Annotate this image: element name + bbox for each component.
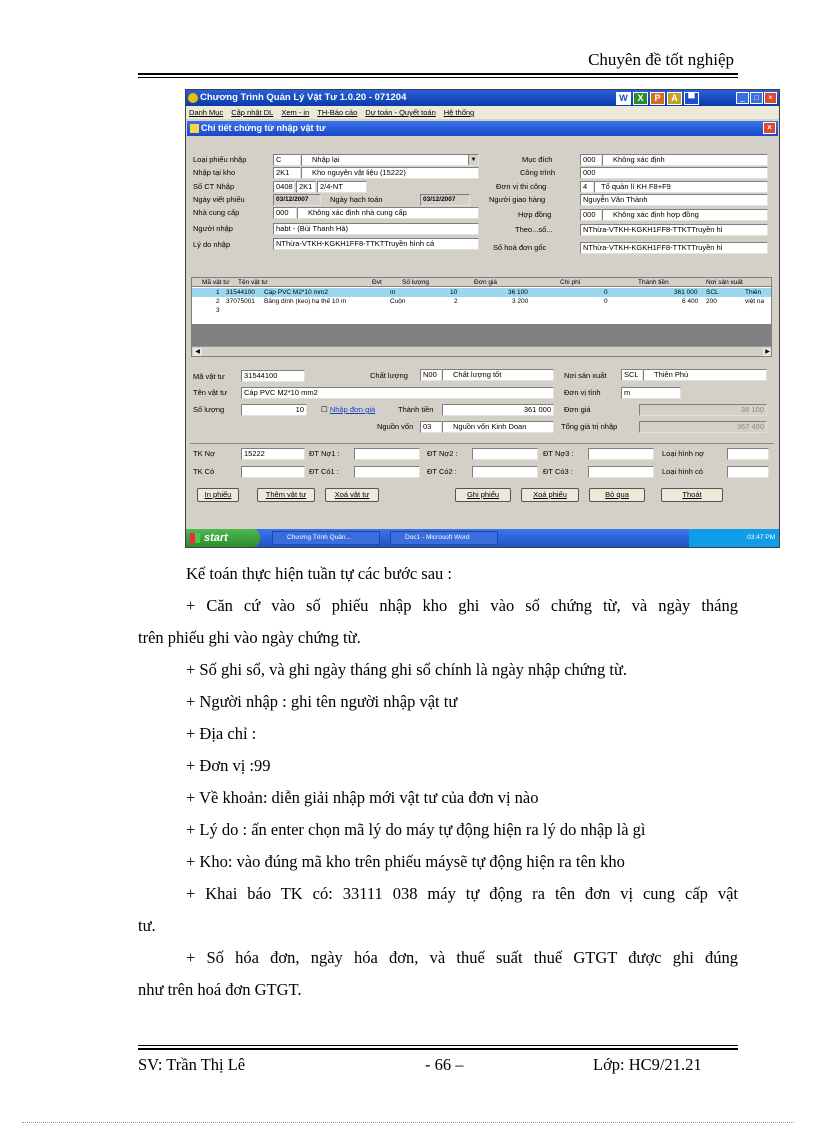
label-tk-no: TK Nợ <box>193 449 216 458</box>
paragraph-line: + Đơn vị :99 <box>186 756 271 775</box>
paragraph-line: + Kho: vào đúng mã kho trên phiếu máysẽ tự động hiện ra tên kho <box>186 852 625 871</box>
thoat-button[interactable] <box>661 488 723 502</box>
app-title: Chương Trình Quản Lý Vật Tư 1.0.20 - 071204 <box>200 92 407 103</box>
label-dt-co3: ĐT Có3 : <box>543 467 573 476</box>
muc-dich-code[interactable]: 000 <box>580 154 602 166</box>
footer-student: SV: Trần Thị Lê <box>138 1055 246 1074</box>
paragraph-intro: Kế toán thực hiện tuần tự các bước sau : <box>186 564 453 583</box>
label-so-hoa-don-goc: Số hoá đơn gốc <box>493 243 547 252</box>
cell-sl: 2 <box>454 298 458 305</box>
grid-empty-area <box>192 324 772 346</box>
nguon-von-name[interactable]: Nguồn vốn Kinh Doan <box>442 421 554 433</box>
desktop-icon[interactable]: ▀ <box>684 92 699 105</box>
dialog-title-bar <box>187 121 778 136</box>
col-so-luong[interactable]: Số lượng <box>402 279 430 286</box>
them-vat-tu-button[interactable] <box>257 488 315 502</box>
loai-hinh-co-field[interactable] <box>727 466 769 478</box>
nguoi-giao-hang-field[interactable]: Nguyễn Văn Thành <box>580 194 768 206</box>
table-row[interactable] <box>192 288 772 297</box>
hop-dong-name[interactable]: Không xác định hợp đồng <box>602 209 768 221</box>
footer-class: Lớp: HC9/21.21 <box>593 1055 702 1074</box>
so-ct-kho[interactable]: 2K1 <box>296 181 316 193</box>
chevron-down-icon[interactable]: ▼ <box>468 155 478 165</box>
cell-cp: 0 <box>604 289 608 296</box>
so-ct-number[interactable]: 2/4-NT <box>317 181 367 193</box>
page-header <box>138 50 738 72</box>
col-don-gia[interactable]: Đơn giá <box>474 279 498 286</box>
footer-rule-thick <box>138 1048 738 1050</box>
table-row[interactable] <box>192 297 772 306</box>
cell-dg: 3 200 <box>512 298 529 305</box>
dt-no2-field[interactable] <box>472 448 538 460</box>
paragraph-line: + Số hóa đơn, ngày hóa đơn, và thuế suất thuế GTGT được ghi đúng <box>186 948 738 967</box>
paragraph-line: trên phiếu ghi vào ngày chứng từ. <box>138 628 361 647</box>
menu-du-toan[interactable]: Dự toán - Quyết toán <box>365 108 436 117</box>
chat-luong-name[interactable]: Chất lượng tốt <box>442 369 554 381</box>
app-menu-bar <box>186 106 780 119</box>
dt-no1-field[interactable] <box>354 448 420 460</box>
label-chat-luong: Chất lượng <box>370 371 408 380</box>
ngay-hach-toan-field[interactable]: 03/12/2007 <box>420 194 470 206</box>
cell-nsx: SCL <box>706 289 719 296</box>
label-hop-dong: Hợp đồng <box>518 210 552 219</box>
system-tray <box>689 529 780 547</box>
dt-co1-field[interactable] <box>354 466 420 478</box>
label-nguon-von: Nguồn vốn <box>377 422 414 431</box>
col-noi-san-xuat[interactable]: Nơi sản xuất <box>706 279 743 286</box>
cell-dg: 36 100 <box>508 289 528 296</box>
paragraph-line: + Địa chỉ : <box>186 724 257 743</box>
label-loai-hinh-co: Loại hình có <box>662 467 703 476</box>
label-nhap-tai-kho: Nhập tại kho <box>193 168 236 177</box>
dialog-title: Chi tiết chứng từ nhập vật tư <box>201 123 326 133</box>
start-label: start <box>204 532 228 544</box>
tk-no-field[interactable]: 15222 <box>241 448 305 460</box>
label-don-vi-thi-cong: Đơn vị thi công <box>496 182 547 191</box>
ncc-name[interactable]: Không xác định nhà cung cấp <box>297 207 479 219</box>
ngay-viet-phieu-field[interactable]: 03/12/2007 <box>273 194 321 206</box>
loai-hinh-no-field[interactable] <box>727 448 769 460</box>
muc-dich-name[interactable]: Không xác định <box>602 154 768 166</box>
powerpoint-icon[interactable]: P <box>650 92 665 105</box>
ghi-phieu-button[interactable] <box>455 488 511 502</box>
paragraph-line: + Lý do : ấn enter chọn mã lý do máy tự động hiện ra lý do nhập là gì <box>186 820 646 839</box>
cell-ten: Băng dính (keo) hạ thế 10 m <box>264 298 347 305</box>
close-icon[interactable]: × <box>764 92 777 104</box>
loai-phieu-code[interactable]: C <box>273 154 301 166</box>
don-vi-name[interactable]: Tổ quản lí KH F8+F9 <box>594 181 768 193</box>
label-ngay-hach-toan: Ngày hạch toán <box>330 195 383 204</box>
noi-sx-code[interactable]: SCL <box>621 369 643 381</box>
col-ten-vat-tu[interactable]: Tên vật tư <box>238 279 268 286</box>
col-ma-vat-tu[interactable]: Mã vật tư <box>202 279 230 286</box>
clock: 03:47 PM <box>747 534 775 541</box>
so-luong-field[interactable]: 10 <box>241 404 307 416</box>
loai-phieu-select[interactable] <box>301 154 479 166</box>
menu-he-thong[interactable]: Hệ thống <box>443 108 475 117</box>
label-so-ct-nhap: Số CT Nhập <box>193 182 235 191</box>
in-phieu-button[interactable] <box>197 488 239 502</box>
dt-co3-field[interactable] <box>588 466 654 478</box>
ghi-phieu-label: Ghi phiếu <box>466 490 500 499</box>
cong-trinh-field[interactable]: 000 <box>580 167 768 179</box>
windows-taskbar <box>186 529 780 547</box>
kho-code[interactable]: 2K1 <box>273 167 301 179</box>
label-dt-co1: ĐT Có1 : <box>309 467 339 476</box>
label-noi-san-xuat: Nơi sản xuất <box>564 371 607 380</box>
noi-sx-name[interactable]: Thiên Phú <box>643 369 767 381</box>
cell-ma: 31544100 <box>226 289 255 296</box>
tk-co-field[interactable] <box>241 466 305 478</box>
nguon-von-code[interactable]: 03 <box>420 421 442 433</box>
menu-danh-muc[interactable]: Danh Mục <box>189 108 224 117</box>
label-loai-hinh-no: Loại hình nợ <box>662 449 705 458</box>
don-vi-tinh-field[interactable]: m <box>621 387 681 399</box>
word-icon[interactable]: W <box>616 92 631 105</box>
cell-dvt: Cuộn <box>390 298 406 305</box>
cell-cp: 0 <box>604 298 608 305</box>
cell-ma: 37075001 <box>226 298 255 305</box>
label-theo-so: Theo...số... <box>515 225 553 234</box>
so-hoa-don-goc-field[interactable]: NThừa-VTKH-KGKH1FF8-TTKTTruyền hì <box>580 242 768 254</box>
cell-tt: 6 400 <box>682 298 699 305</box>
thoat-label: Thoát <box>682 490 702 499</box>
task-program[interactable]: Chương Trình Quản... <box>272 531 380 545</box>
label-tk-co: TK Có <box>193 467 215 476</box>
ma-vat-tu-field[interactable]: 31544100 <box>241 370 305 382</box>
divider <box>190 443 774 444</box>
so-ct-code[interactable]: 0408 <box>273 181 295 193</box>
don-gia-field[interactable]: 36 100 <box>639 404 767 416</box>
label-don-gia: Đơn giá <box>564 405 591 414</box>
nguoi-nhap-field[interactable]: habt - (Bùi Thanh Hà) <box>273 223 479 235</box>
label-dt-no2: ĐT Nợ2 : <box>427 449 458 458</box>
label-ngay-viet-phieu: Ngày viết phiếu <box>193 195 245 204</box>
menu-bao-cao[interactable]: TH-Báo cáo <box>317 108 358 117</box>
dt-co2-field[interactable] <box>472 466 538 478</box>
col-dvt[interactable]: Đvt <box>372 279 382 286</box>
paragraph-line: tư. <box>138 916 156 935</box>
cell-nsx: 200 <box>706 298 717 305</box>
minimize-icon[interactable]: _ <box>736 92 749 104</box>
cell-sl: 10 <box>450 289 458 296</box>
label-dt-no3: ĐT Nợ3 : <box>543 449 574 458</box>
paragraph-line: + Người nhập : ghi tên người nhập vật tư <box>186 692 458 711</box>
footer-rule <box>138 1045 738 1046</box>
scroll-left-icon[interactable]: ◀ <box>193 348 202 356</box>
header-rule <box>138 73 738 75</box>
paragraph-line: + Về khoản: diễn giải nhập mới vật tư của đơn vị nào <box>186 788 539 807</box>
app-screenshot <box>185 89 780 548</box>
cell-tt: 361 000 <box>674 289 698 296</box>
label-dt-co2: ĐT Có2 : <box>427 467 457 476</box>
hop-dong-code[interactable]: 000 <box>580 209 602 221</box>
nhap-don-gia-checkbox[interactable]: ☐ Nhập đơn giá <box>321 405 376 414</box>
nhap-don-gia-label: Nhập đơn giá <box>329 405 376 414</box>
paragraph-line: + Căn cứ vào số phiếu nhập kho ghi vào số chứng từ, và ngày tháng <box>186 596 738 615</box>
bo-qua-label: Bỏ qua <box>605 490 629 499</box>
kho-name[interactable]: Kho nguyên vật liệu (15222) <box>301 167 479 179</box>
paragraph-line: + Số ghi sổ, và ghi ngày tháng ghi sổ chính là ngày nhập chứng từ. <box>186 660 628 679</box>
table-row[interactable] <box>192 306 772 315</box>
excel-icon[interactable]: X <box>633 92 648 105</box>
theo-so-field[interactable]: NThừa-VTKH-KGKH1FF8-TTKTTruyền hì <box>580 224 768 236</box>
dt-no3-field[interactable] <box>588 448 654 460</box>
ly-do-nhap-field[interactable]: NThừa-VTKH-KGKH1FF8-TTKTTruyền hình cá <box>273 238 479 250</box>
windows-logo-icon <box>190 533 200 543</box>
label-ten-vat-tu: Tên vật tư <box>193 388 228 397</box>
cell-ten: Cáp PVC M2*10 mm2 <box>264 289 328 296</box>
label-don-vi-tinh: Đơn vị tính <box>564 388 601 397</box>
xoa-phieu-button[interactable] <box>521 488 579 502</box>
don-vi-code[interactable]: 4 <box>580 181 594 193</box>
xoa-phieu-label: Xoá phiếu <box>533 490 567 499</box>
scroll-right-icon[interactable]: ▶ <box>763 348 772 356</box>
task-word[interactable]: Doc1 - Microsoft Word <box>390 531 498 545</box>
row-number: 1 <box>216 289 220 296</box>
label-nguoi-nhap: Người nhập <box>193 224 233 233</box>
menu-cap-nhat[interactable]: Cập nhật DL <box>231 108 274 117</box>
window-controls <box>736 92 777 104</box>
label-ly-do-nhap: Lý do nhập <box>193 240 231 249</box>
cell-nsx2: Thiên <box>745 289 762 296</box>
in-phieu-label: In phiếu <box>204 490 232 499</box>
label-cong-trinh: Công trình <box>520 168 556 177</box>
grid-scrollbar[interactable] <box>192 346 772 356</box>
xoa-vat-tu-button[interactable] <box>325 488 379 502</box>
cell-nsx2: việt na <box>745 298 765 305</box>
row-number: 3 <box>216 307 220 314</box>
app-icon <box>188 93 198 103</box>
maximize-icon[interactable]: □ <box>750 92 763 104</box>
thanh-tien-field[interactable]: 361 000 <box>442 404 554 416</box>
loai-phieu-value: Nhập lại <box>312 155 340 164</box>
col-chi-phi[interactable]: Chi phí <box>560 279 581 286</box>
dialog-close-icon[interactable]: × <box>763 122 776 134</box>
access-icon[interactable]: A <box>667 92 682 105</box>
label-loai-phieu: Loại phiếu nhập <box>193 155 247 164</box>
label-dt-no1: ĐT Nợ1 : <box>309 449 340 458</box>
page-number: - 66 – <box>425 1055 464 1074</box>
row-number: 2 <box>216 298 220 305</box>
tong-gia-field[interactable]: 367 400 <box>639 421 767 433</box>
cell-dvt: m <box>390 289 396 296</box>
bo-qua-button[interactable] <box>589 488 645 502</box>
menu-xem-in[interactable]: Xem - in <box>281 108 310 117</box>
xoa-vat-tu-label: Xoá vật tư <box>334 490 370 499</box>
header-rule-thin <box>138 77 738 78</box>
ncc-code[interactable]: 000 <box>273 207 297 219</box>
start-button[interactable] <box>186 529 260 547</box>
label-ma-vat-tu: Mã vật tư <box>193 372 225 381</box>
chat-luong-code[interactable]: N00 <box>420 369 442 381</box>
label-nguoi-giao-hang: Người giao hàng <box>489 195 546 204</box>
paragraph-line: như trên hoá đơn GTGT. <box>138 980 302 999</box>
col-thanh-tien[interactable]: Thành tiền <box>638 279 669 286</box>
label-muc-dich: Mục đích <box>522 155 553 164</box>
grid-header <box>192 278 772 287</box>
dialog-form <box>187 137 778 520</box>
label-nha-cung-cap: Nhà cung cấp <box>193 208 240 217</box>
header-title: Chuyên đề tốt nghiệp <box>588 50 734 69</box>
ten-vat-tu-field[interactable]: Cáp PVC M2*10 mm2 <box>241 387 554 399</box>
label-so-luong: Số lượng <box>193 405 225 414</box>
label-thanh-tien: Thành tiền <box>398 405 434 414</box>
items-grid[interactable] <box>191 277 772 357</box>
dialog-icon <box>190 124 199 133</box>
paragraph-line: + Khai báo TK có: 33111 038 máy tự động ra tên đơn vị cung cấp vật <box>186 884 738 903</box>
label-tong-gia: Tổng giá trị nhập <box>561 422 618 431</box>
them-vat-tu-label: Thêm vật tư <box>265 490 307 499</box>
